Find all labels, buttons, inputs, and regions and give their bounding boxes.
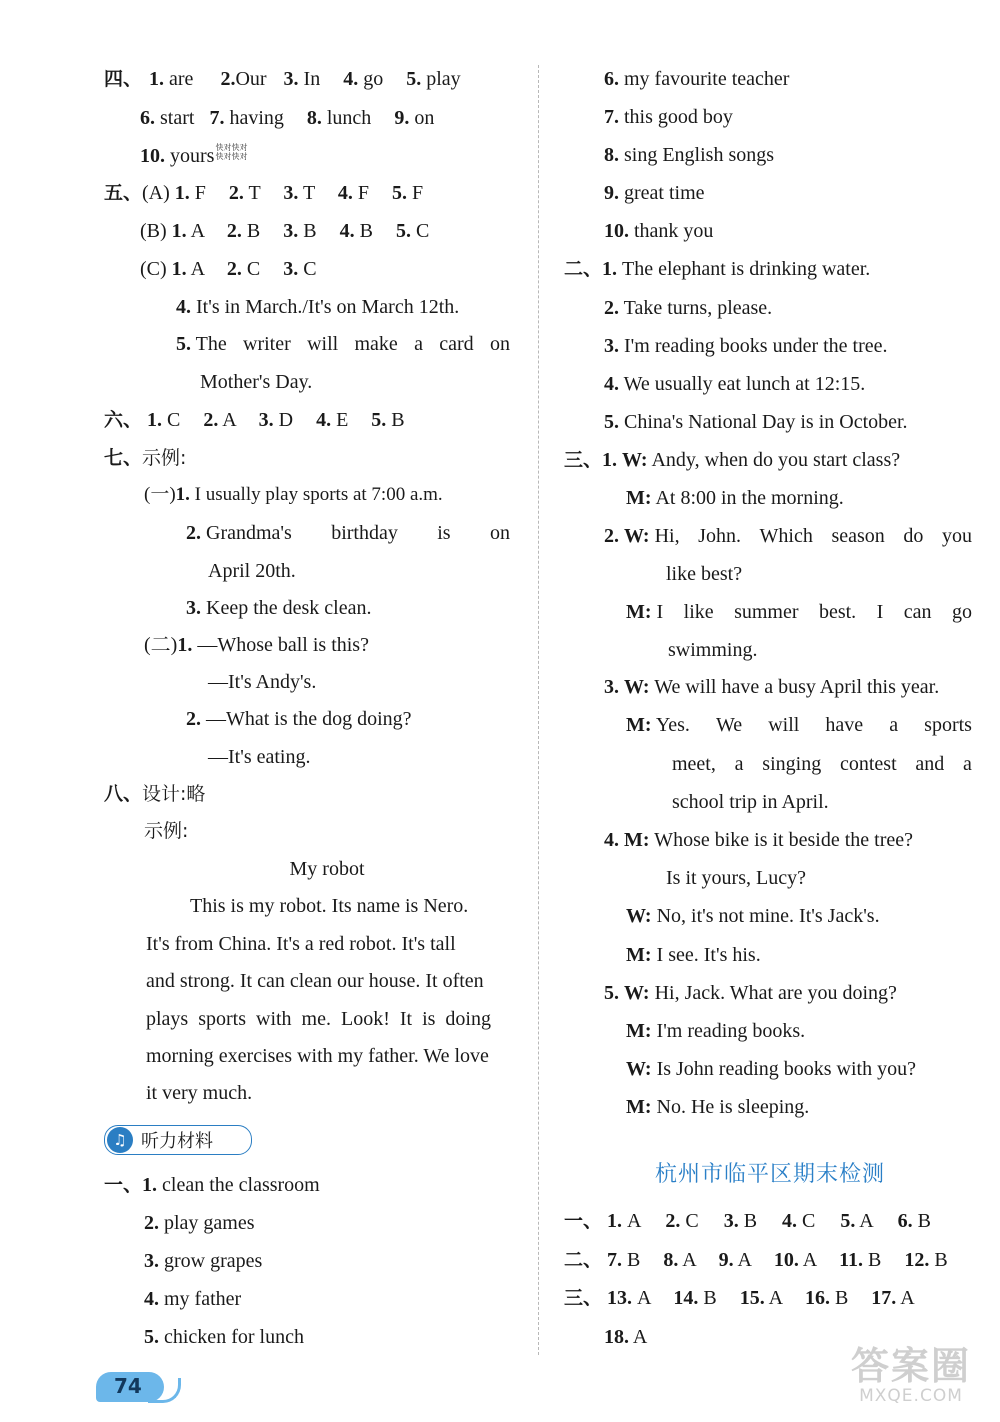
watermark-stamp: 快对快对 快对快对 (215, 143, 248, 161)
listening-2-item: 4. We usually eat lunch at 12:15. (604, 373, 866, 395)
dialog-3-m: M: Yes. We will have a sports (626, 714, 972, 736)
section-5-c: (C) 1. A 2. C 3. C (140, 258, 317, 280)
dialog-2-w-cont: like best? (666, 563, 743, 585)
essay-line: It's from China. It's a red robot. It's tall (146, 933, 456, 955)
dialog-5-m: M: I'm reading books. (626, 1020, 806, 1042)
section-4-row-3: 10. yours快对快对 快对快对 (140, 143, 248, 167)
test-row-3: 三、 13. A 14. B 15. A 16. B 17. A (564, 1287, 915, 1309)
essay-title: My robot (289, 858, 365, 880)
listening-1-item: 4. my father (144, 1288, 242, 1310)
listening-2-item: 5. China's National Day is in October. (604, 411, 908, 433)
essay-line: morning exercises with my father. We love (146, 1045, 489, 1067)
section-8-example-label: 示例: (144, 820, 189, 842)
essay-line: it very much. (146, 1082, 253, 1104)
dialog-4-m2: M: I see. It's his. (626, 944, 761, 966)
listening-1-item: 8. sing English songs (604, 144, 775, 166)
section-7-g2-2: 2. —What is the dog doing? (186, 708, 412, 730)
section-7-g2-2-answer: —It's eating. (208, 746, 311, 768)
listening-1-item: 9. great time (604, 182, 705, 204)
dialog-4-m-cont: Is it yours, Lucy? (666, 867, 806, 889)
section-7-g1-1: (一)1. I usually play sports at 7:00 a.m. (144, 484, 443, 505)
section-7-g2-1: (二)1. —Whose ball is this? (144, 634, 369, 656)
dialog-1-w: 三、1. W: Andy, when do you start class? (564, 449, 901, 471)
listening-2-item: 3. I'm reading books under the tree. (604, 335, 888, 357)
dialog-1-m: M: At 8:00 in the morning. (626, 487, 844, 509)
section-5-c5: 5. The writer will make a card on (176, 333, 510, 355)
section-5-c4: 4. It's in March./It's on March 12th. (176, 296, 460, 318)
dialog-3-m-cont: meet, a singing contest and a (672, 753, 972, 775)
test-row-3-cont: 18. A (604, 1326, 648, 1348)
essay-line: This is my robot. Its name is Nero. (190, 895, 469, 917)
listening-1-item: 6. my favourite teacher (604, 68, 790, 90)
dialog-5-w2: W: Is John reading books with you? (626, 1058, 916, 1080)
dialog-4-m: 4. M: Whose bike is it beside the tree? (604, 829, 913, 851)
dialog-5-m2: M: No. He is sleeping. (626, 1096, 810, 1118)
dialog-2-w: 2. W: Hi, John. Which season do you (604, 525, 972, 547)
section-8-title: 八、设计:略 (104, 783, 206, 805)
page-number (96, 1368, 186, 1408)
listening-2-item: 2. Take turns, please. (604, 297, 773, 319)
test-row-1: 一、 1. A 2. C 3. B 4. C 5. A 6. B (564, 1210, 931, 1232)
dialog-4-w: W: No, it's not mine. It's Jack's. (626, 905, 880, 927)
section-label: 四、 (104, 68, 143, 90)
wave-decoration (148, 1378, 181, 1403)
page-number-text: 74 (114, 1374, 142, 1398)
listening-1-item: 10. thank you (604, 220, 714, 242)
section-7-g1-2-cont: April 20th. (208, 560, 296, 582)
column-divider (538, 65, 539, 1355)
dialog-2-m-cont: swimming. (668, 639, 758, 661)
listening-material-title: 听力材料 (141, 1131, 213, 1152)
site-watermark: 答案圈 MXQE.COM (850, 1344, 971, 1406)
essay-line: and strong. It can clean our house. It often (146, 970, 484, 992)
listening-material-badge (104, 1125, 252, 1155)
headphones-icon: ♫ (107, 1127, 133, 1153)
section-5-a: 五、(A) 1. F 2. T 3. T 4. F 5. F (104, 182, 424, 204)
dialog-3-w: 3. W: We will have a busy April this year. (604, 676, 940, 698)
listening-1-item: 3. grow grapes (144, 1250, 263, 1272)
dialog-5-w: 5. W: Hi, Jack. What are you doing? (604, 982, 897, 1004)
section-7-g2-1-answer: —It's Andy's. (208, 671, 317, 693)
section-7-g1-2: 2. Grandma's birthday is on (186, 522, 510, 544)
essay-line: plays sports with me. Look! It is doing (146, 1008, 491, 1030)
listening-1-item: 7. this good boy (604, 106, 733, 128)
dialog-2-m: M: I like summer best. I can go (626, 601, 972, 623)
section-7-g1-3: 3. Keep the desk clean. (186, 597, 372, 619)
section-5-b: (B) 1. A 2. B 3. B 4. B 5. C (140, 220, 430, 242)
section-4-row-1: 四、 1. are 2.Our 3. In 4. go 5. play (104, 68, 461, 90)
test-section-title: 杭州市临平区期末检测 (654, 1162, 885, 1187)
section-5-c5-cont: Mother's Day. (200, 371, 313, 393)
section-4-row-2: 6. start 7. having 8. lunch 9. on (140, 107, 435, 129)
dialog-3-m-cont2: school trip in April. (672, 791, 829, 813)
section-7-title: 七、示例: (104, 447, 187, 469)
listening-1-item: 一、1. clean the classroom (104, 1174, 320, 1196)
test-row-2: 二、 7. B 8. A 9. A 10. A 11. B 12. B (564, 1249, 948, 1271)
listening-1-item: 2. play games (144, 1212, 255, 1234)
listening-1-item: 5. chicken for lunch (144, 1326, 304, 1348)
listening-2-item: 二、1. The elephant is drinking water. (564, 258, 871, 280)
section-6: 六、 1. C 2. A 3. D 4. E 5. B (104, 409, 405, 431)
